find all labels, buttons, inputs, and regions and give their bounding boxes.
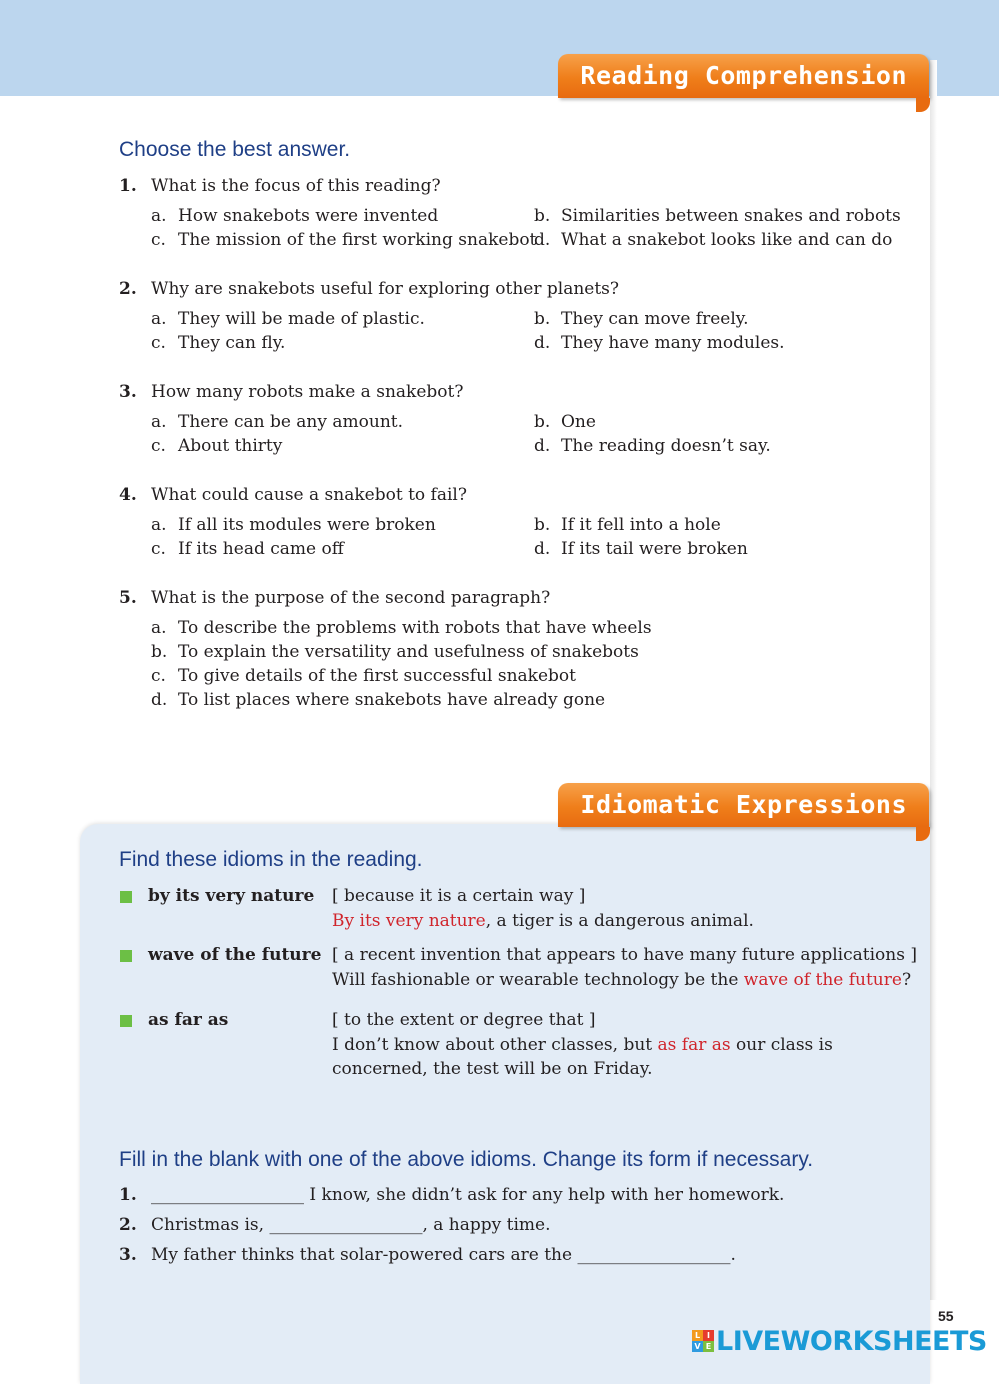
option-letter: b. [534, 206, 551, 226]
option-letter: d. [151, 690, 168, 710]
idiom-term: by its very nature [148, 886, 315, 906]
liveworksheets-logo-icon [692, 1330, 714, 1352]
fill-text: Christmas is, [151, 1215, 270, 1235]
option-text: The reading doesn’t say. [561, 436, 771, 456]
fill-text: I know, she didn’t ask for any help with her homework. [304, 1185, 785, 1205]
example-text: , a tiger is a dangerous animal. [485, 911, 754, 931]
answer-option[interactable] [151, 436, 282, 456]
example-text: ? [901, 970, 912, 990]
option-letter: d. [534, 436, 551, 456]
answer-option[interactable] [534, 436, 771, 456]
answer-option[interactable] [534, 539, 748, 559]
answer-option[interactable] [534, 309, 749, 329]
fill-text: My father thinks that solar-powered cars are the [151, 1245, 578, 1265]
fill-item [151, 1215, 551, 1235]
option-text: The mission of the first working snakebot [178, 230, 537, 250]
question-number: 2. [119, 279, 137, 299]
idioms-panel [80, 824, 930, 1384]
option-letter: c. [151, 666, 166, 686]
idiom-highlight: wave of the future [743, 970, 902, 990]
idiom-example [332, 911, 754, 931]
fill-item [151, 1245, 736, 1265]
question-number: 5. [119, 588, 137, 608]
example-text: our class is [730, 1035, 833, 1055]
option-text: What a snakebot looks like and can do [561, 230, 893, 250]
idiom-definition: [ a recent invention that appears to have many future applications ] [332, 945, 917, 965]
option-text: They will be made of plastic. [178, 309, 425, 329]
option-text: How snakebots were invented [178, 206, 439, 226]
idiom-definition: [ to the extent or degree that ] [332, 1010, 596, 1030]
answer-option[interactable] [534, 412, 596, 432]
page-number: 55 [938, 1308, 954, 1324]
option-text: There can be any amount. [178, 412, 404, 432]
option-letter: d. [534, 539, 551, 559]
option-text: If its head came off [178, 539, 344, 559]
fill-blank-input[interactable]: __________________ [577, 1245, 731, 1265]
idiom-example [332, 1035, 833, 1055]
option-text: To describe the problems with robots that have wheels [178, 618, 652, 638]
option-letter: b. [534, 412, 551, 432]
option-letter: c. [151, 539, 166, 559]
option-letter: c. [151, 230, 166, 250]
option-letter: a. [151, 515, 167, 535]
idiom-term: wave of the future [148, 945, 322, 965]
fill-blank-heading: Fill in the blank with one of the above idioms. Change its form if necessary. [119, 1148, 814, 1171]
option-text: To give details of the first successful snakebot [178, 666, 576, 686]
answer-option[interactable] [151, 412, 403, 432]
logo-letter: V [692, 1341, 703, 1352]
answer-option[interactable] [534, 515, 721, 535]
option-text: About thirty [178, 436, 283, 456]
logo-letter: L [692, 1330, 703, 1341]
idiom-highlight: By its very nature [332, 911, 486, 931]
fill-item [151, 1185, 784, 1205]
fill-item-number: 3. [119, 1245, 137, 1265]
option-text: To explain the versatility and usefulness of snakebots [178, 642, 639, 662]
option-letter: d. [534, 230, 551, 250]
idiom-highlight: as far as [657, 1035, 731, 1055]
question-number: 3. [119, 382, 137, 402]
question-text: Why are snakebots useful for exploring other planets? [151, 279, 620, 299]
question-text: What is the purpose of the second paragraph? [151, 588, 551, 608]
logo-letter: I [703, 1330, 714, 1341]
option-text: Similarities between snakes and robots [561, 206, 901, 226]
page-edge-shadow [930, 60, 937, 1300]
answer-option[interactable] [534, 206, 901, 226]
option-text: If its tail were broken [561, 539, 748, 559]
question-number: 1. [119, 176, 137, 196]
option-letter: d. [534, 333, 551, 353]
answer-option[interactable] [534, 333, 785, 353]
option-letter: a. [151, 618, 167, 638]
option-letter: a. [151, 206, 167, 226]
example-text: Will fashionable or wearable technology be the [332, 970, 744, 990]
answer-option[interactable] [151, 309, 425, 329]
option-letter: a. [151, 309, 167, 329]
question-number: 4. [119, 485, 137, 505]
green-bullet-icon [120, 1015, 132, 1027]
answer-option[interactable] [151, 539, 344, 559]
answer-option[interactable] [151, 690, 605, 710]
option-text: If all its modules were broken [178, 515, 436, 535]
green-bullet-icon [120, 891, 132, 903]
question-text: How many robots make a snakebot? [151, 382, 464, 402]
answer-option[interactable] [151, 333, 285, 353]
idiom-example-continued: concerned, the test will be on Friday. [332, 1059, 653, 1079]
answer-option[interactable] [151, 206, 438, 226]
option-letter: b. [151, 642, 168, 662]
option-text: They have many modules. [561, 333, 785, 353]
answer-option[interactable] [151, 230, 536, 250]
option-text: They can fly. [178, 333, 286, 353]
logo-letter: E [703, 1341, 714, 1352]
green-bullet-icon [120, 950, 132, 962]
option-letter: b. [534, 515, 551, 535]
idiom-example [332, 970, 911, 990]
idiomatic-expressions-tab: Idiomatic Expressions [558, 783, 929, 827]
option-letter: b. [534, 309, 551, 329]
example-text: I don’t know about other classes, but [332, 1035, 658, 1055]
idiom-term: as far as [148, 1010, 229, 1030]
fill-item-number: 1. [119, 1185, 137, 1205]
fill-text: . [730, 1245, 736, 1265]
option-text: If it fell into a hole [561, 515, 721, 535]
reading-comprehension-tab: Reading Comprehension [558, 54, 929, 98]
logo-text: LIVEWORKSHEETS [716, 1325, 987, 1357]
question-text: What is the focus of this reading? [151, 176, 441, 196]
answer-option[interactable] [151, 515, 436, 535]
option-text: One [561, 412, 596, 432]
fill-blank-input[interactable]: __________________ [151, 1185, 304, 1205]
fill-text: , a happy time. [422, 1215, 551, 1235]
fill-blank-input[interactable]: __________________ [269, 1215, 423, 1235]
idiom-definition: [ because it is a certain way ] [332, 886, 586, 906]
fill-item-number: 2. [119, 1215, 137, 1235]
option-letter: c. [151, 436, 166, 456]
question-text: What could cause a snakebot to fail? [151, 485, 467, 505]
choose-answer-heading: Choose the best answer. [119, 138, 351, 161]
option-letter: a. [151, 412, 167, 432]
option-text: To list places where snakebots have already gone [178, 690, 606, 710]
answer-option[interactable] [151, 642, 639, 662]
answer-option[interactable] [151, 666, 576, 686]
liveworksheets-logo[interactable] [692, 1323, 987, 1359]
option-text: They can move freely. [561, 309, 749, 329]
answer-option[interactable] [151, 618, 652, 638]
answer-option[interactable] [534, 230, 892, 250]
option-letter: c. [151, 333, 166, 353]
find-idioms-heading: Find these idioms in the reading. [119, 848, 423, 871]
